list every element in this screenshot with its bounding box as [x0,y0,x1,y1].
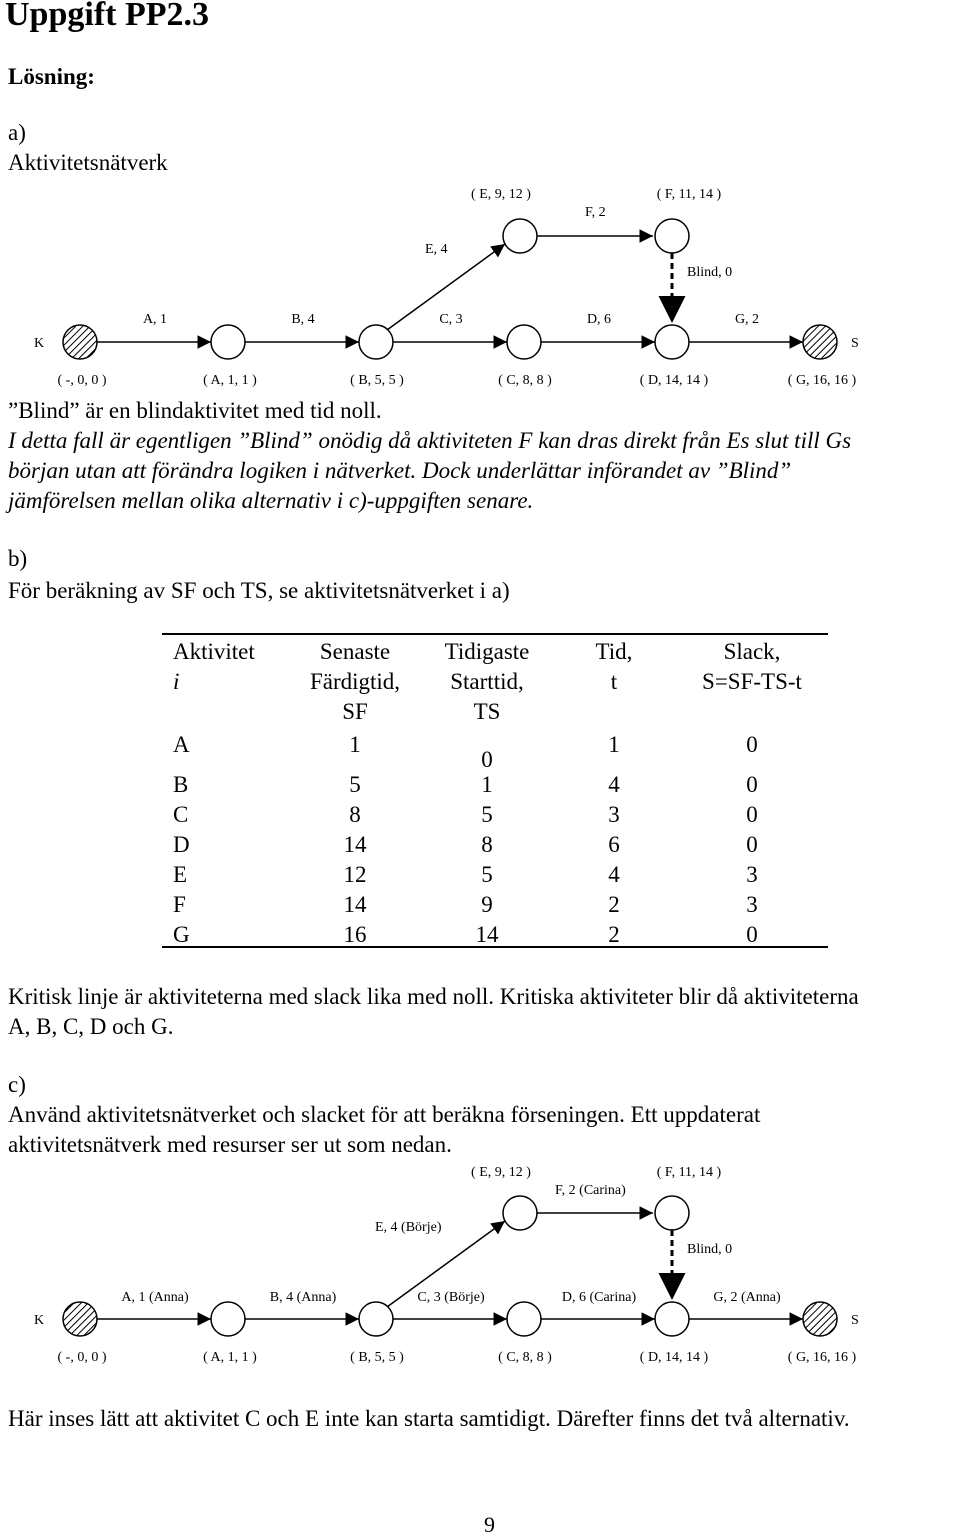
node-4 [655,325,689,359]
network-diagram-c [0,1150,960,1380]
table-cell: G [173,922,190,947]
node-time-label: ( A, 1, 1 ) [203,1350,257,1365]
table-header: Tid, t [595,639,633,694]
end-node-label: S [851,336,859,351]
activity-label: C, 3 (Börje) [417,1290,485,1305]
section-b-intro: För beräkning av SF och TS, se aktivitetsnätverket i a) [8,578,510,603]
node-e [503,219,537,253]
node-time-label: ( B, 5, 5 ) [350,1350,404,1365]
table-cell: B [173,772,189,797]
activity-label: G, 2 [734,312,760,327]
table-cell: 1 [608,732,620,757]
section-c-text: Använd aktivitetsnätverket och slacket för att beräkna förseningen. Ett uppdaterat [8,1102,761,1127]
node-end [803,325,837,359]
table-cell: 8 [481,832,493,857]
table-cell: 4 [608,862,620,887]
node-e-time-label: ( E, 9, 12 ) [471,1165,531,1180]
table-cell: 0 [746,922,758,947]
table-header: Senaste Färdigtid, SF [309,639,401,724]
activity-label: D, 6 [586,312,612,327]
table-cell: 3 [746,862,758,887]
table-header: Aktivitet i [173,639,255,694]
activity-e-label: E, 4 [425,242,448,257]
node-2 [359,325,393,359]
table-cell: 3 [608,802,620,827]
activity-label: D, 6 (Carina) [561,1290,637,1305]
node-time-label: ( C, 8, 8 ) [498,1350,552,1365]
node-time-label: ( G, 16, 16 ) [787,1350,857,1365]
node-f [655,1196,689,1230]
table-cell: 12 [343,862,367,887]
node-time-label: ( B, 5, 5 ) [350,373,404,388]
table-cell: 5 [481,862,493,887]
critical-path-text: Kritisk linje är aktiviteterna med slack lika med noll. Kritiska aktiviteter blir då aktiviteterna [8,984,859,1009]
activity-f-label: F, 2 [585,205,606,220]
activity-label: B, 4 [291,312,315,327]
table-header: Tidigaste Starttid, TS [444,639,530,724]
table-cell: 0 [746,772,758,797]
table-cell: 14 [343,832,367,857]
node-time-label: ( D, 14, 14 ) [639,373,709,388]
activity-blind-label: Blind, 0 [687,265,733,280]
table-cell: 16 [343,922,367,947]
blind-explanation: ”Blind” är en blindaktivitet med tid noll. [8,398,382,423]
section-a-heading: Aktivitetsnätverk [8,150,168,175]
node-time-label: ( -, 0, 0 ) [57,373,107,388]
section-b-label: b) [8,546,28,571]
section-c-label: c) [8,1072,26,1097]
table-cell: F [173,892,186,917]
table-cell: C [173,802,189,827]
node-time-label: ( -, 0, 0 ) [57,1350,107,1365]
node-1 [211,1302,245,1336]
table-cell: 2 [608,922,620,947]
activity-blind-label: Blind, 0 [687,1242,733,1257]
table-cell: 5 [481,802,493,827]
table-top-rule [162,633,828,635]
activity-label: A, 1 [142,312,168,327]
italic-note-line: jämförelsen mellan olika alternativ i c)-uppgiften senare. [8,488,534,513]
node-3 [507,325,541,359]
node-start [63,325,97,359]
table-cell: 5 [349,772,361,797]
node-4 [655,1302,689,1336]
table-cell: 8 [349,802,361,827]
table-cell: 3 [746,892,758,917]
critical-path-text: A, B, C, D och G. [8,1014,174,1039]
node-time-label: ( A, 1, 1 ) [203,373,257,388]
table-cell: 0 [746,732,758,757]
table-cell: 6 [608,832,620,857]
node-f [655,219,689,253]
table-cell: 0 [746,802,758,827]
table-cell: 1 [349,732,361,757]
table-cell: E [173,862,188,887]
section-c-text: aktivitetsnätverk med resurser ser ut som nedan. [8,1132,452,1157]
activity-e-label: E, 4 (Börje) [375,1220,442,1235]
page-title: Uppgift PP2.3 [5,0,209,33]
node-2 [359,1302,393,1336]
node-time-label: ( C, 8, 8 ) [498,373,552,388]
table-cell: 14 [475,922,499,947]
node-f-time-label: ( F, 11, 14 ) [656,1165,722,1180]
page-number: 9 [484,1512,495,1537]
italic-note-line: början utan att förändra logiken i nätverket. Dock underlättar införandet av ”Blind” [8,458,792,483]
table-cell: 0 [481,747,493,772]
node-time-label: ( G, 16, 16 ) [787,373,857,388]
network-diagram-a [0,175,960,395]
activity-label: C, 3 [439,312,463,327]
node-f-time-label: ( F, 11, 14 ) [656,187,722,202]
table-cell: A [173,732,190,757]
start-node-label: K [34,336,45,351]
solution-heading: Lösning: [8,64,95,89]
table-cell: D [173,832,190,857]
node-1 [211,325,245,359]
activity-label: G, 2 (Anna) [713,1290,781,1305]
table-header: Slack, S=SF-TS-t [702,639,802,694]
table-cell: 0 [746,832,758,857]
section-a-label: a) [8,120,26,145]
activity-f-label: F, 2 (Carina) [555,1183,626,1198]
activity-label: B, 4 (Anna) [269,1290,337,1305]
slack-table [162,633,828,948]
node-time-label: ( D, 14, 14 ) [639,1350,709,1365]
node-start [63,1302,97,1336]
table-cell: 9 [481,892,493,917]
table-cell: 4 [608,772,620,797]
italic-note-line: I detta fall är egentligen ”Blind” onödig då aktiviteten F kan dras direkt från Es slut till Gs [8,428,852,453]
start-node-label: K [34,1313,45,1328]
node-e-time-label: ( E, 9, 12 ) [471,187,531,202]
end-node-label: S [851,1313,859,1328]
table-cell: 2 [608,892,620,917]
node-3 [507,1302,541,1336]
table-cell: 14 [343,892,367,917]
node-end [803,1302,837,1336]
conclusion-text: Här inses lätt att aktivitet C och E inte kan starta samtidigt. Därefter finns det två alternativ. [8,1406,850,1431]
node-e [503,1196,537,1230]
table-cell: 1 [481,772,493,797]
activity-label: A, 1 (Anna) [121,1290,189,1305]
